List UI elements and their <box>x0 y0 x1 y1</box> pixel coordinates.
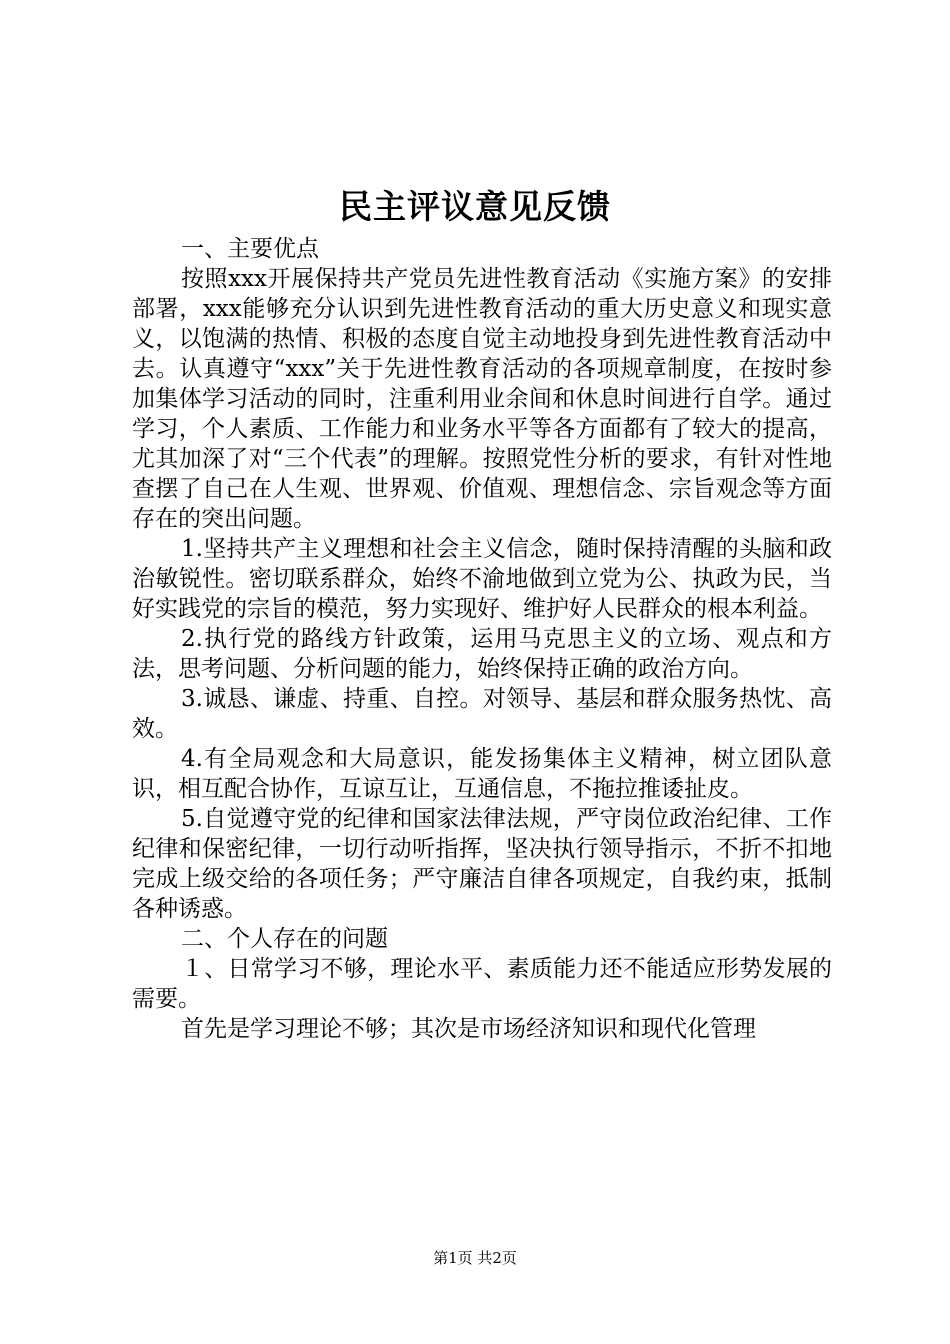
paragraph: 按照xxx开展保持共产党员先进性教育活动《实施方案》的安排部署，xxx能够充分认识到先进性教育活动的重大历史意义和现实意义，以饱满的热情、积极的态度自觉主动地投身到先进性教育活动中去。认真遵守“xxx”关于先进性教育活动的各项规章制度，在按时参加集体学习活动的同时，注重利用业余间和休息时间进行自学。通过学习，个人素质、工作能力和业务水平等各方面都有了较大的提高，尤其加深了对“三个代表”的理解。按照党性分析的要求，有针对性地查摆了自己在人生观、世界观、价值观、理想信念、宗旨观念等方面存在的突出问题。 <box>132 266 832 532</box>
list-item: 5.自觉遵守党的纪律和国家法律法规，严守岗位政治纪律、工作纪律和保密纪律，一切行动听指挥，坚决执行领导指示，不折不扣地完成上级交给的各项任务；严守廉洁自律各项规定，自我约束，抵制各种诱惑。 <box>132 806 832 922</box>
page-number: 第1页 共2页 <box>433 1249 517 1267</box>
paragraph: 首先是学习理论不够；其次是市场经济知识和现代化管理 <box>181 1016 756 1042</box>
document-body <box>132 234 832 1044</box>
section-heading: 一、主要优点 <box>181 236 319 262</box>
document-title: 民主评议意见反馈 <box>339 187 611 226</box>
list-item: １、日常学习不够，理论水平、素质能力还不能适应形势发展的需要。 <box>132 956 832 1012</box>
list-item: 1.坚持共产主义理想和社会主义信念，随时保持清醒的头脑和政治敏锐性。密切联系群众，始终不渝地做到立党为公、执政为民，当好实践党的宗旨的模范，努力实现好、维护好人民群众的根本利益。 <box>132 536 832 622</box>
list-item: 3.诚恳、谦虚、持重、自控。对领导、基层和群众服务热忱、高效。 <box>132 686 832 742</box>
list-item: 4.有全局观念和大局意识，能发扬集体主义精神，树立团队意识，相互配合协作，互谅互让，互通信息，不拖拉推诿扯皮。 <box>132 746 832 802</box>
section-heading: 二、个人存在的问题 <box>181 926 388 952</box>
list-item: 2.执行党的路线方针政策，运用马克思主义的立场、观点和方法，思考问题、分析问题的能力，始终保持正确的政治方向。 <box>132 626 832 682</box>
